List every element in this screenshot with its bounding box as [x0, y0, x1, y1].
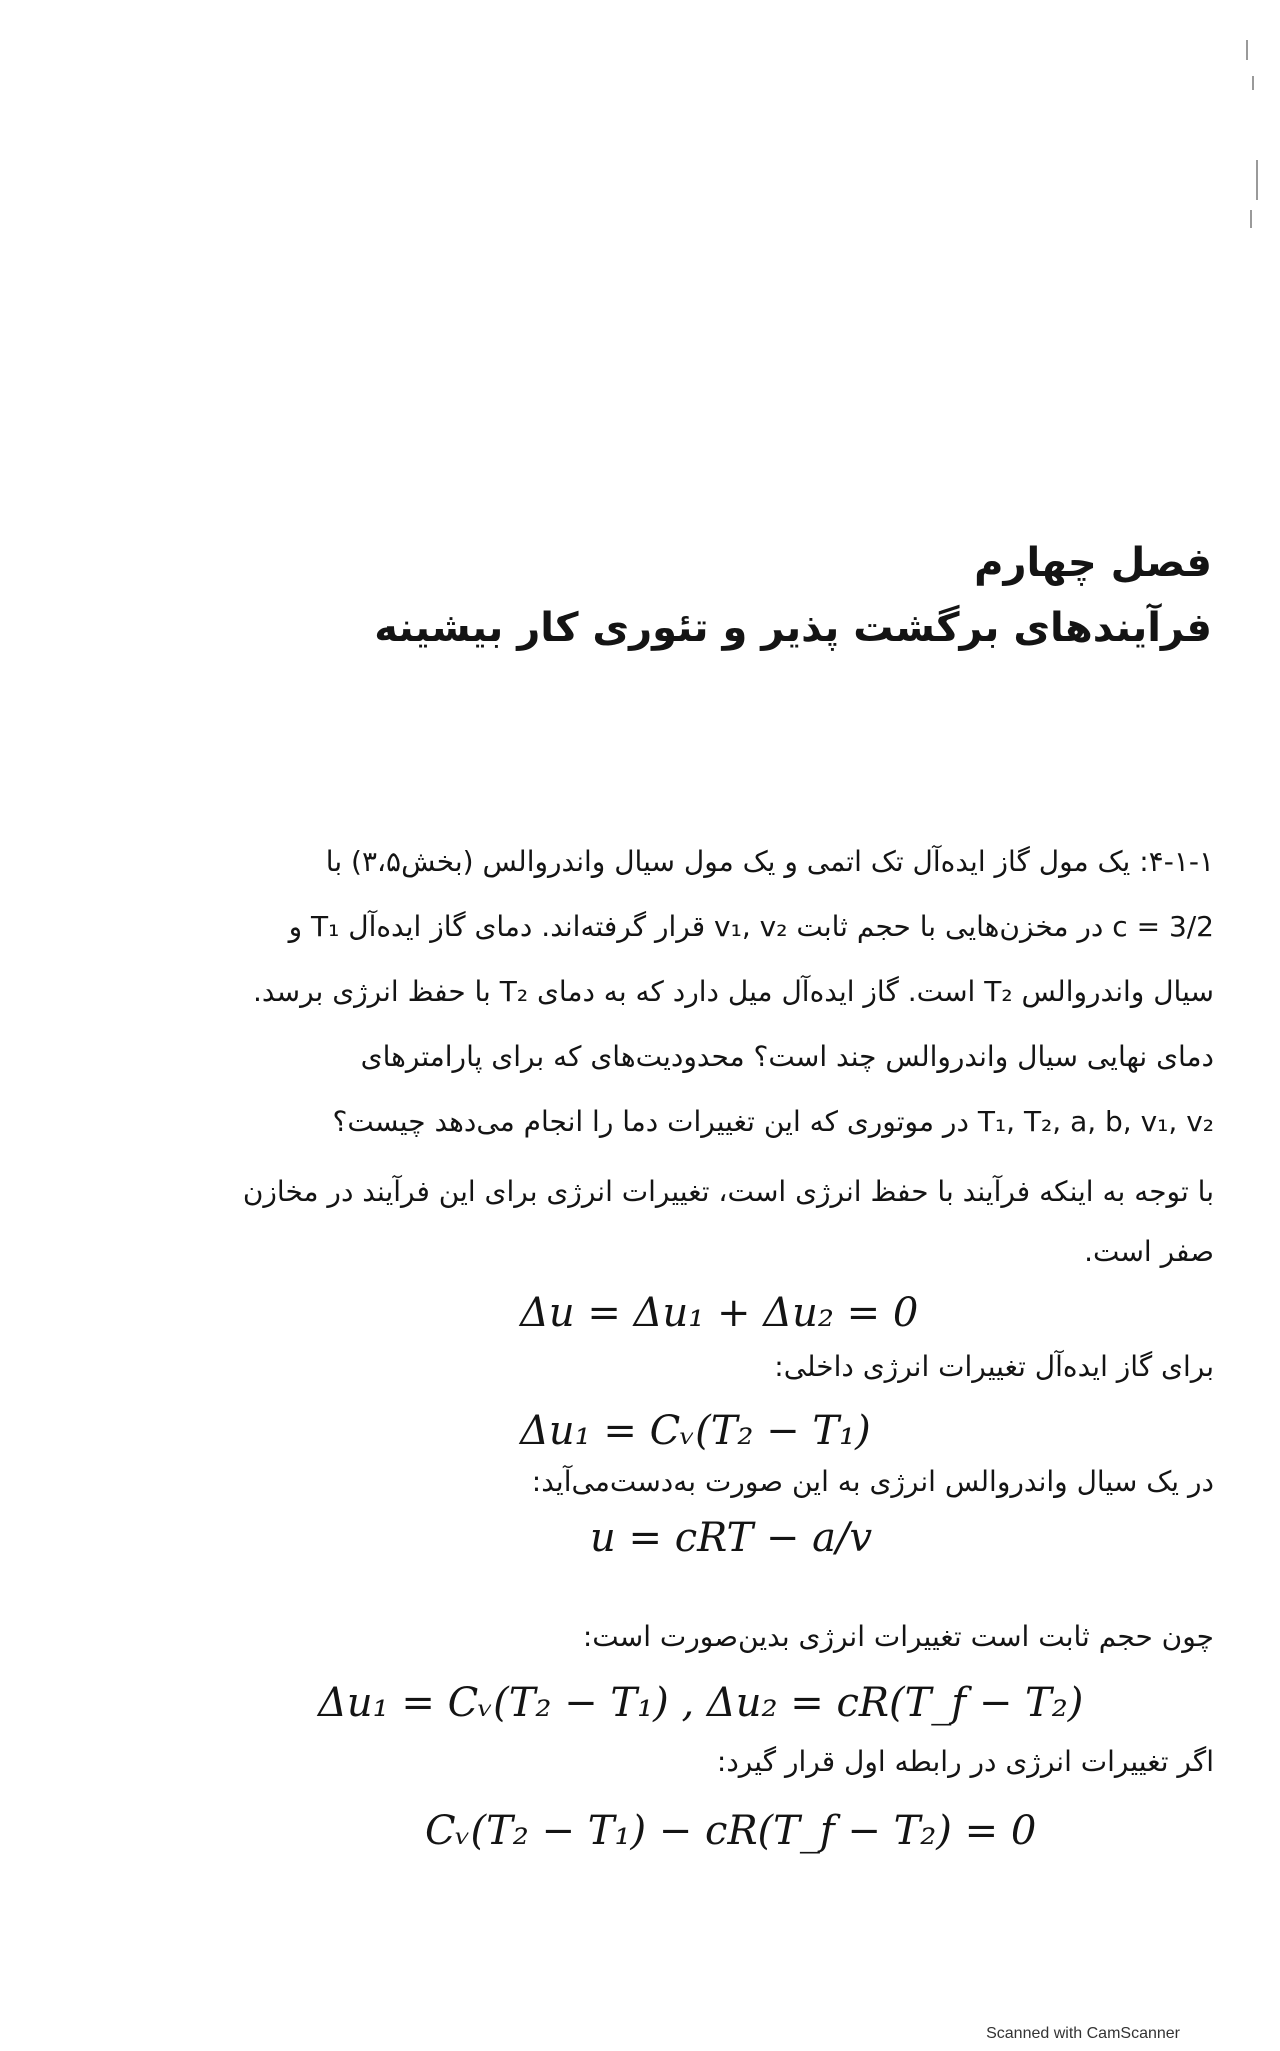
chapter-title: فرآیندهای برگشت پذیر و تئوری کار بیشینه [374, 605, 1212, 651]
problem-line-1: ۴-۱-۱: یک مول گاز ایده‌آل تک اتمی و یک مول سیال واندروالس (بخش۳،۵) با [325, 845, 1214, 878]
solution-text-substitute: اگر تغییرات انرژی در رابطه اول قرار گیرد: [716, 1745, 1214, 1778]
equation-ideal-gas-energy: Δu₁ = Cᵥ(T₂ − T₁) [520, 1408, 871, 1454]
problem-line-4: دمای نهایی سیال واندروالس چند است؟ محدودیت‌های که برای پارامترهای [360, 1040, 1214, 1073]
scan-margin-marks [1242, 40, 1262, 240]
problem-line-3: سیال واندروالس T₂ است. گاز ایده‌آل میل دارد که به دمای T₂ با حفظ انرژی برسد. [253, 975, 1214, 1008]
solution-text-ideal-gas: برای گاز ایده‌آل تغییرات انرژی داخلی: [774, 1350, 1214, 1383]
scanner-watermark: Scanned with CamScanner [986, 2025, 1180, 2042]
equation-vdw-energy: u = cRT − a/v [590, 1515, 873, 1561]
chapter-label: فصل چهارم [974, 540, 1212, 586]
solution-text-constant-volume: چون حجم ثابت است تغییرات انرژی بدین‌صورت است: [582, 1620, 1214, 1653]
solution-text-vdw: در یک سیال واندروالس انرژی به این صورت به‌دست‌می‌آید: [531, 1465, 1214, 1498]
problem-line-5: T₁, T₂, a, b, v₁, v₂ در موتوری که این تغییرات دما را انجام می‌دهد چیست؟ [332, 1105, 1214, 1138]
solution-intro-line-1: با توجه به اینکه فرآیند با حفظ انرژی است، تغییرات انرژی برای این فرآیند در مخازن [242, 1175, 1214, 1208]
equation-energy-changes: Δu₁ = Cᵥ(T₂ − T₁) , Δu₂ = cR(T_f − T₂) [318, 1680, 1084, 1726]
problem-line-2: c = 3/2 در مخزن‌هایی با حجم ثابت v₁, v₂ قرار گرفته‌اند. دمای گاز ایده‌آل T₁ و [288, 910, 1214, 943]
equation-final: Cᵥ(T₂ − T₁) − cR(T_f − T₂) = 0 [425, 1808, 1037, 1854]
solution-intro-line-2: صفر است. [1084, 1235, 1214, 1268]
equation-energy-balance: Δu = Δu₁ + Δu₂ = 0 [520, 1290, 919, 1336]
